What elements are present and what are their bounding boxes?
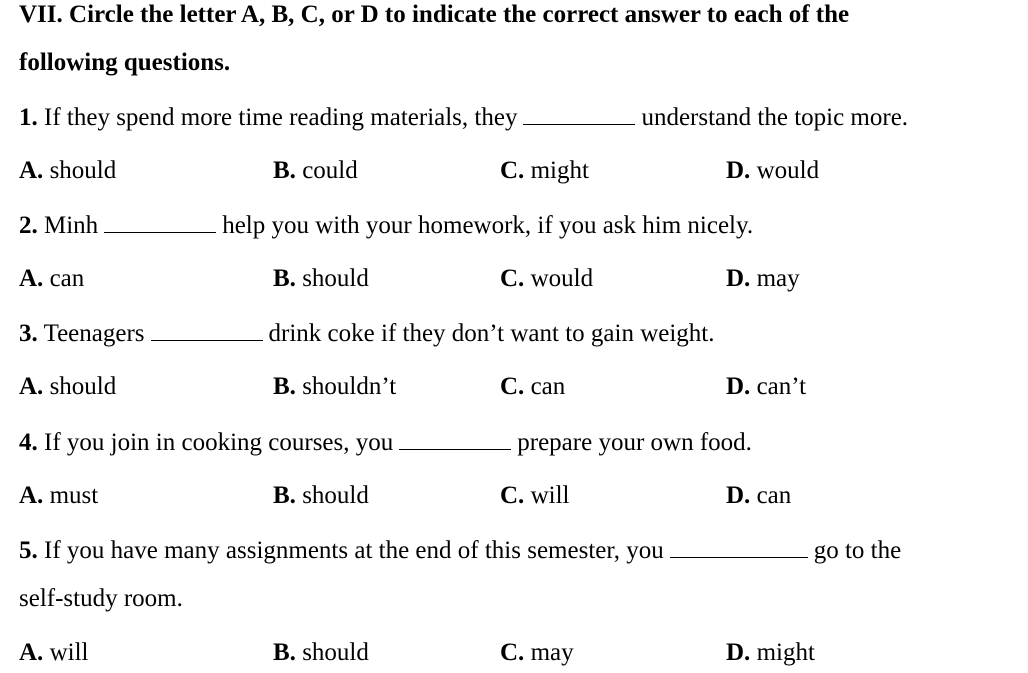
option-letter: D. xyxy=(726,639,751,666)
option-text: can’t xyxy=(756,373,807,400)
option-letter: A. xyxy=(19,265,44,292)
option-letter: C. xyxy=(500,373,525,400)
question-3 xyxy=(19,318,715,348)
option-text: should xyxy=(49,157,117,184)
option-letter: C. xyxy=(500,482,525,509)
option-text: must xyxy=(49,482,99,509)
question-text-after: prepare your own food. xyxy=(517,429,752,456)
option-letter: B. xyxy=(273,482,296,509)
option-letter: B. xyxy=(273,265,296,292)
option-letter: C. xyxy=(500,639,525,666)
option-c[interactable] xyxy=(500,264,593,294)
option-text: should xyxy=(49,373,117,400)
option-letter: A. xyxy=(19,373,44,400)
question-text-before: If they spend more time reading materials, they xyxy=(44,104,518,131)
option-b[interactable] xyxy=(273,638,369,668)
option-text: may xyxy=(756,265,800,292)
question-text-after: help you with your homework, if you ask him nicely. xyxy=(222,212,754,239)
option-text: should xyxy=(302,639,369,666)
option-text: may xyxy=(530,639,574,666)
question-text-before: Minh xyxy=(44,212,99,239)
question-4-options xyxy=(19,481,1009,511)
option-letter: C. xyxy=(500,157,525,184)
answer-blank xyxy=(670,535,808,558)
option-text: might xyxy=(530,157,589,184)
option-letter: A. xyxy=(19,482,44,509)
question-1-options xyxy=(19,156,1009,186)
option-a[interactable] xyxy=(19,372,116,402)
question-5-options xyxy=(19,638,1009,668)
option-c[interactable] xyxy=(500,156,589,186)
option-d[interactable] xyxy=(726,481,791,511)
question-5-continuation xyxy=(19,584,183,614)
option-a[interactable] xyxy=(19,264,84,294)
question-number: 4. xyxy=(19,429,38,456)
option-a[interactable] xyxy=(19,638,88,668)
option-text: can xyxy=(49,265,85,292)
option-b[interactable] xyxy=(273,481,369,511)
question-2 xyxy=(19,210,753,240)
option-text: can xyxy=(530,373,566,400)
option-b[interactable] xyxy=(273,372,396,402)
question-3-options xyxy=(19,372,1009,402)
option-letter: B. xyxy=(273,157,296,184)
option-text: should xyxy=(302,265,369,292)
option-text: could xyxy=(302,157,358,184)
worksheet-page xyxy=(19,0,1009,666)
question-5 xyxy=(19,535,901,565)
question-text-before: If you join in cooking courses, you xyxy=(44,429,394,456)
question-2-options xyxy=(19,264,1009,294)
option-text: would xyxy=(756,157,820,184)
answer-blank xyxy=(399,427,511,450)
option-d[interactable] xyxy=(726,638,815,668)
option-letter: D. xyxy=(726,373,751,400)
answer-blank xyxy=(151,318,263,341)
option-c[interactable] xyxy=(500,372,565,402)
option-a[interactable] xyxy=(19,156,116,186)
option-letter: A. xyxy=(19,157,44,184)
option-d[interactable] xyxy=(726,156,819,186)
option-text: shouldn’t xyxy=(302,373,397,400)
question-text-continuation: self-study room. xyxy=(19,585,183,612)
option-letter: A. xyxy=(19,639,44,666)
section-heading xyxy=(19,0,1009,78)
option-letter: B. xyxy=(273,373,296,400)
option-b[interactable] xyxy=(273,264,369,294)
option-text: will xyxy=(530,482,570,509)
option-d[interactable] xyxy=(726,264,800,294)
question-4 xyxy=(19,427,752,457)
option-letter: D. xyxy=(726,157,751,184)
option-text: might xyxy=(756,639,815,666)
option-c[interactable] xyxy=(500,638,574,668)
question-text-after: go to the xyxy=(813,537,902,564)
option-text: will xyxy=(49,639,89,666)
option-letter: D. xyxy=(726,482,751,509)
question-number: 5. xyxy=(19,537,38,564)
option-letter: B. xyxy=(273,639,296,666)
option-letter: C. xyxy=(500,265,525,292)
question-text-after: understand the topic more. xyxy=(641,104,909,131)
option-text: can xyxy=(756,482,792,509)
question-1 xyxy=(19,102,908,132)
question-text-after: drink coke if they don’t want to gain weight. xyxy=(268,320,715,347)
question-number: 1. xyxy=(19,104,38,131)
question-number: 2. xyxy=(19,212,38,239)
option-letter: D. xyxy=(726,265,751,292)
answer-blank xyxy=(523,102,635,125)
option-text: would xyxy=(530,265,594,292)
question-text-before: If you have many assignments at the end of this semester, you xyxy=(44,537,664,564)
option-text: should xyxy=(302,482,369,509)
option-d[interactable] xyxy=(726,372,806,402)
question-number: 3. xyxy=(19,320,38,347)
option-c[interactable] xyxy=(500,481,569,511)
section-heading-line-2: following questions. xyxy=(19,49,231,76)
option-b[interactable] xyxy=(273,156,358,186)
section-heading-line-1: VII. Circle the letter A, B, C, or D to indicate the correct answer to each of the xyxy=(19,1,850,28)
answer-blank xyxy=(104,210,216,233)
option-a[interactable] xyxy=(19,481,98,511)
question-text-before: Teenagers xyxy=(43,320,145,347)
